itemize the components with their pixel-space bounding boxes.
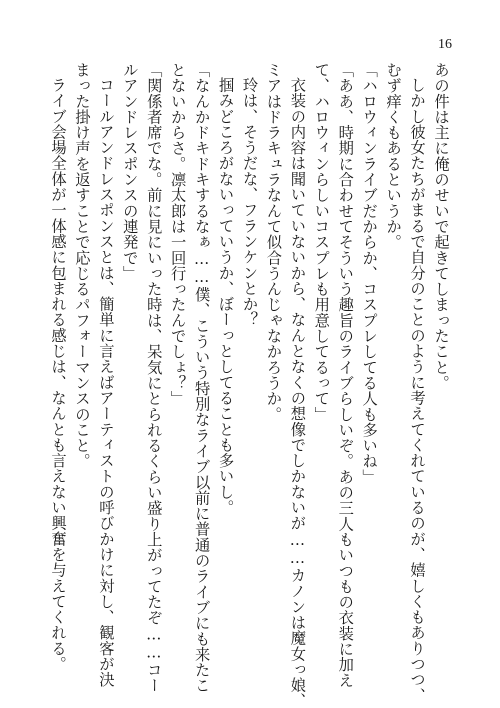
text-line: とないからさ。凛太郎は一回行ったんでしょ？」: [168, 62, 187, 407]
text-line: 「ハロウィンライブだからか、コスプレしてる人も多いね」: [360, 62, 379, 485]
text-line: 衣装の内容は聞いていないから、なんとなくの想像でしかないが……カノンは魔女っ娘、: [288, 77, 307, 708]
text-line: しかし彼女たちがまるで自分のことのように考えてくれているのが、嬉しくもありつつ、: [408, 77, 427, 703]
text-line: ライブ会場全体が一体感に包まれる感じは、なんとも言えない興奮を与えてくれる。: [49, 77, 67, 672]
page-number: 16: [438, 37, 452, 52]
text-line: て、ハロウィンらしいコスプレも用意してるって」: [312, 62, 331, 422]
text-line: あの件は主に俺のせいで起きてしまったこと。: [432, 62, 450, 391]
text-line: ルアンドレスポンスの連発で」: [120, 62, 139, 282]
text-line: ミアはドラキュラなんて似合うんじゃなかろうか。: [264, 62, 283, 422]
text-line: まった掛け声を返すことで応じるパフォーマンスのこと。: [72, 62, 91, 469]
text-line: 「ああ、時期に合わせてそういう趣旨のライブらしいぞ。あの三人もいつもの衣装に加え: [336, 62, 355, 688]
text-line: 掴みどころがないっていうか、ぼーっとしてることも多いし。: [216, 77, 235, 516]
text-line: むず痒くもあるというか。: [384, 62, 403, 250]
text-line: 「なんかドキドキするなぁ……僕、こういう特別なライブ以前に普通のライブにも来たこ: [192, 62, 211, 694]
text-line: コールアンドレスポンスとは、簡単に言えばアーティストの呼びかけに対し、観客が決: [96, 77, 115, 688]
text-line: 玲は、そうだな、フランケンとか？: [240, 77, 259, 328]
vertical-text-body: [48, 62, 450, 708]
text-line: 「関係者席でな。前に見にいった時は、呆気にとられるくらい盛り上がってたぞ……コー: [144, 62, 163, 694]
